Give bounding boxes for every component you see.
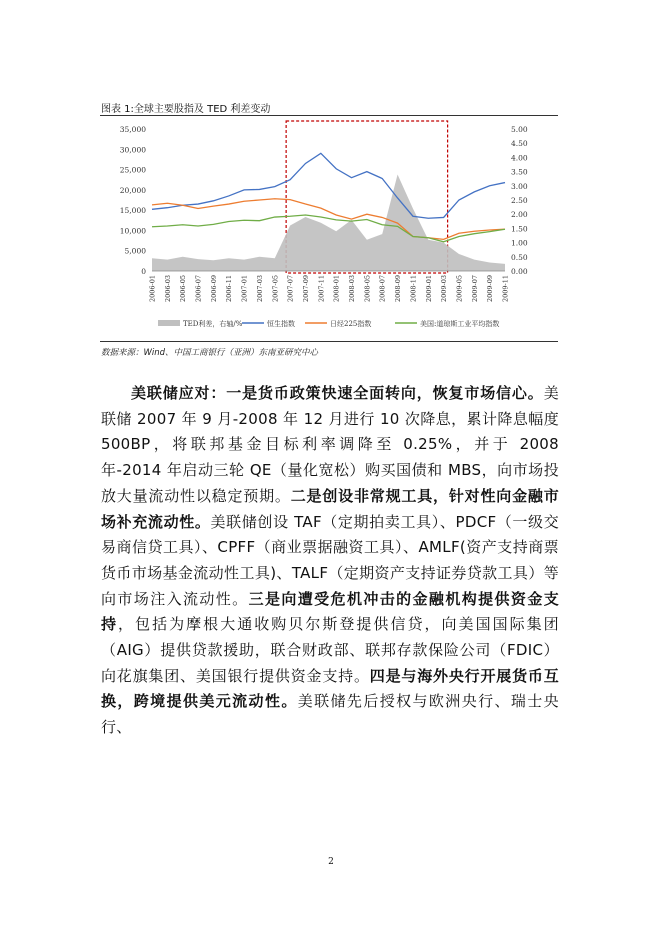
bold-phrase-4: 四是与海外央行开展货币互换，跨境提供美元流动性。 [101, 666, 559, 711]
x-tick-label: 2007-03 [255, 275, 264, 303]
x-tick-label: 2008-03 [348, 275, 357, 303]
x-tick-label: 2007-01 [240, 275, 249, 303]
y-left-tick-label: 5,000 [124, 246, 146, 256]
figure-source: 数据来源：Wind、中国工商银行（亚洲）东南亚研究中心 [101, 348, 319, 358]
y-right-tick-label: 0.50 [511, 252, 528, 262]
series-line-1 [152, 153, 505, 218]
y-right-tick-label: 3.50 [511, 167, 528, 177]
stock-index-ted-chart [100, 117, 558, 343]
bold-phrase-2: 二是创设非常规工具，针对性向金融市场补充流动性。 [101, 486, 559, 531]
y-right-tick-label: 4.00 [511, 153, 528, 163]
x-tick-label: 2008-07 [378, 275, 387, 303]
y-left-tick-label: 15,000 [119, 206, 146, 216]
text-segment-1: 美联储 2007 年 9 月-2008 年 12 月进行 10 次降息，累计降息幅度 500BP，将联邦基金目标利率调降至 0.25%，并于 2008 年-2014 年启动三轮 QE（量化宽松）购买国债和 MBS，向市场投放大量流动性以稳定预期。 [101, 384, 559, 505]
x-tick-label: 2009-05 [455, 275, 464, 303]
y-right-tick-label: 1.00 [511, 238, 528, 248]
x-tick-label: 2009-09 [486, 275, 495, 303]
text-segment-4: 美联储先后授权与欧洲央行、瑞士央行、 [101, 692, 559, 737]
figure-bottom-rule [100, 341, 558, 342]
x-tick-label: 2009-11 [501, 275, 510, 303]
page-number: 2 [328, 857, 334, 867]
x-tick-label: 2006-11 [225, 275, 234, 303]
bold-phrase-1: 美联储应对：一是货币政策快速全面转向，恢复市场信心。 [131, 384, 544, 402]
legend-label: 日经225指数 [330, 320, 372, 328]
y-left-tick-label: 30,000 [119, 145, 146, 155]
y-left-tick-label: 35,000 [119, 125, 146, 134]
legend-label: 美国:道琼斯工业平均指数 [420, 320, 500, 328]
bold-phrase-3: 三是向遭受危机冲击的金融机构提供资金支持 [101, 589, 560, 634]
x-tick-label: 2006-09 [209, 275, 218, 303]
y-left-tick-label: 0 [141, 267, 146, 276]
x-tick-label: 2008-11 [409, 275, 418, 303]
y-right-tick-label: 4.50 [511, 139, 528, 149]
y-right-tick-label: 0.00 [511, 267, 528, 276]
legend-label: TED利差，右轴/% [183, 320, 243, 328]
x-tick-label: 2006-05 [179, 275, 188, 303]
text-segment-3: ，包括为摩根大通收购贝尔斯登提供信贷，向美国国际集团（AIG）提供贷款援助，联合财政部、联邦存款保险公司（FDIC）向花旗集团、美国银行提供资金支持。 [101, 615, 559, 685]
x-tick-label: 2006-01 [148, 275, 157, 303]
figure-top-rule [100, 115, 558, 116]
y-left-tick-label: 25,000 [119, 165, 146, 175]
y-right-tick-label: 3.00 [511, 181, 528, 191]
y-left-tick-label: 10,000 [119, 226, 146, 236]
y-right-tick-label: 2.50 [511, 196, 528, 205]
legend-label: 恒生指数 [267, 320, 295, 328]
x-tick-label: 2009-07 [470, 275, 479, 303]
series-area-ted-spread [152, 174, 505, 271]
y-right-tick-label: 5.00 [511, 125, 528, 134]
x-tick-label: 2009-03 [440, 275, 449, 303]
x-tick-label: 2006-07 [194, 275, 203, 303]
x-tick-label: 2007-07 [286, 275, 295, 303]
body-paragraph [101, 381, 559, 741]
legend-swatch [158, 320, 180, 326]
x-tick-label: 2007-11 [317, 275, 326, 303]
y-right-tick-label: 2.00 [511, 210, 528, 220]
figure-caption: 图表 1:全球主要股指及 TED 利差变动 [101, 104, 271, 115]
x-tick-label: 2006-03 [163, 275, 172, 303]
y-left-tick-label: 20,000 [119, 185, 146, 195]
x-tick-label: 2008-09 [394, 275, 403, 303]
x-tick-label: 2008-05 [363, 275, 372, 303]
x-tick-label: 2007-09 [301, 275, 310, 303]
x-tick-label: 2007-05 [271, 275, 280, 303]
x-tick-label: 2009-01 [424, 275, 433, 303]
x-tick-label: 2008-01 [332, 275, 341, 303]
y-right-tick-label: 1.50 [511, 224, 528, 234]
text-segment-2: 美联储创设 TAF（定期拍卖工具）、PDCF（一级交易商信贷工具）、CPFF（商业票据融资工具）、AMLF(资产支持商票货币市场基金流动性工具)、TALF（定期资产支持证券贷款工具）等向市场注入流动性。 [101, 512, 559, 608]
